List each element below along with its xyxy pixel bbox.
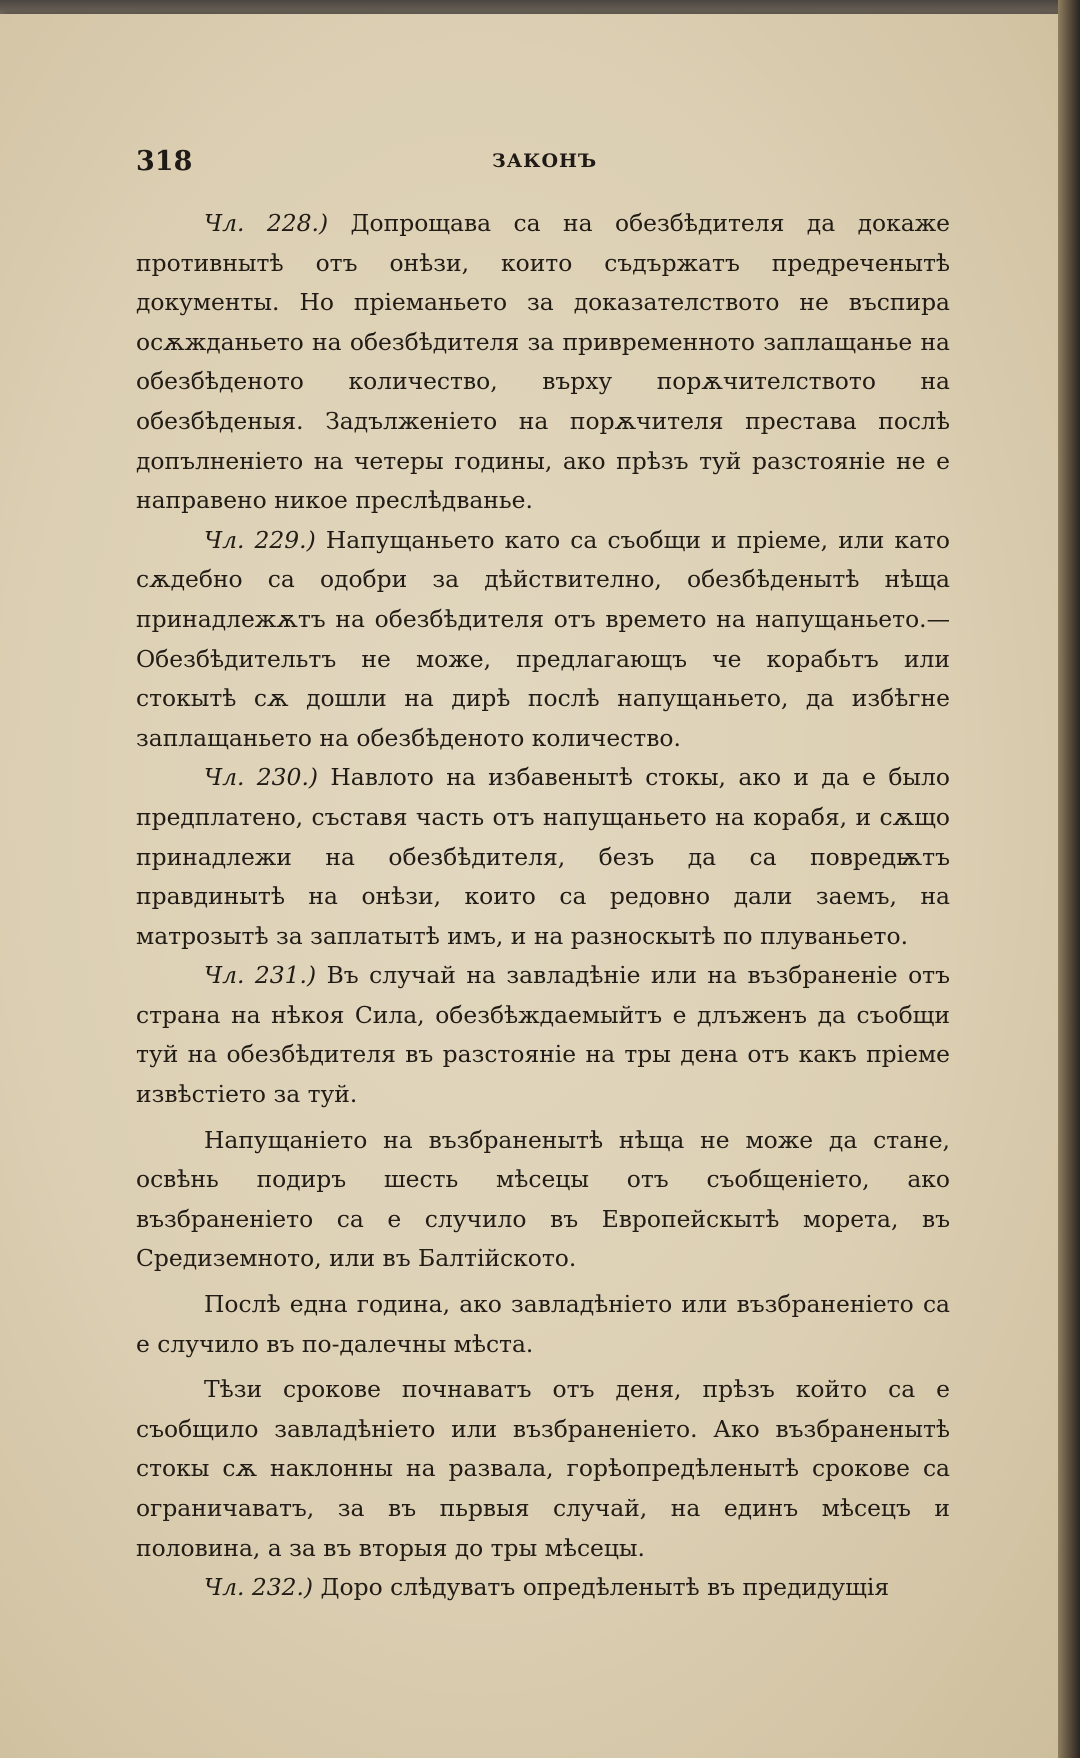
paragraph-text: Напущаньето като са съобщи и прiеме, или като сѫдебно са одобри за дѣйствително, обезбѣденытѣ нѣща принадлежѫтъ на обезбѣдителя отъ времето на напущаньето.— Обезбѣдительтъ не може, предлагающъ че корабьтъ или стокытѣ сѫ дошли на дирѣ послѣ напущаньето, да избѣгне заплащаньето на обезбѣденото количество. bbox=[136, 525, 950, 752]
article-label: Чл. 231.) bbox=[204, 961, 317, 990]
paragraph-art-231 bbox=[136, 956, 950, 1114]
paragraph-text: Допрощава са на обезбѣдителя да докаже противнытѣ отъ онѣзи, които съдържатъ предреченытѣ документы. Но прiеманьето за доказателството не въспира осѫжданьето на обезбѣдителя за привременното заплащанье на обезбѣденото количество, върху порѫчителството на обезбѣденыя. Задълженiето на порѫчителя престава послѣ допълненiето на четеры годины, ако прѣзъ туй разстоянiе не е направено никое преслѣдванье. bbox=[136, 209, 951, 515]
article-label: Чл. 229.) bbox=[204, 525, 316, 554]
paragraph-art-229 bbox=[136, 521, 950, 759]
article-label: Чл. 228.) bbox=[204, 209, 329, 237]
paragraph-text: Навлото на избавенытѣ стокы, ако и да е было предплатено, съставя часть отъ напущаньето на корабя, и сѫщо принадлежи на обезбѣдителя, безъ да са повредѭтъ правдинытѣ на онѣзи, които са редовно дали заемъ, на матрозытѣ за заплатытѣ имъ, и на разноскытѣ по плуваньето. bbox=[136, 763, 950, 950]
paragraph-text: Въ случай на завладѣнiе или на възбраненiе отъ страна на нѣкоя Сила, обезбѣждаемыйтъ е длъженъ да съобщи туй на обезбѣдителя въ разстоянiе на тры дена отъ какъ прiеме извѣстiето за туй. bbox=[136, 961, 950, 1109]
body-text bbox=[136, 204, 950, 1608]
page-number: 318 bbox=[136, 146, 193, 177]
paragraph-text: Доро слѣдуватъ опредѣленытѣ въ предидущiя bbox=[320, 1573, 890, 1602]
paragraph-text: Послѣ една година, ако завладѣнiето или възбраненiето са е случило въ по-далечны мѣста. bbox=[136, 1290, 950, 1358]
paragraph-abandonment-terms bbox=[136, 1121, 950, 1279]
paragraph-art-232 bbox=[136, 1568, 950, 1608]
article-label: Чл. 230.) bbox=[204, 763, 318, 792]
article-label: Чл. 232.) bbox=[204, 1573, 314, 1602]
page-header bbox=[0, 146, 1062, 186]
paragraph-text: Напущанiето на възбраненытѣ нѣща не може да стане, освѣнь подиръ шесть мѣсецы отъ съобщенiето, ако възбраненiето са е случило въ Европейскытѣ морета, въ Средиземното, или въ Балтiйското. bbox=[136, 1125, 950, 1273]
paragraph-text: Тѣзи срокове почнаватъ отъ деня, прѣзъ който са е съобщило завладѣнiето или възбраненiето. Ако възбраненытѣ стокы сѫ наклонны на развала, горѣопредѣленытѣ срокове са ограничаватъ, за въ пьрвыя случай, на единъ мѣсецъ и половина, а за въ вторыя до тры мѣсецы. bbox=[136, 1375, 950, 1562]
page-sheet bbox=[0, 14, 1062, 1758]
paragraph-terms-start bbox=[136, 1370, 950, 1568]
paragraph-distant-places bbox=[136, 1285, 950, 1364]
running-head: ЗАКОНЪ bbox=[492, 150, 598, 172]
paragraph-art-230 bbox=[136, 758, 950, 956]
book-edge bbox=[1058, 0, 1080, 1758]
paragraph-art-228 bbox=[136, 204, 950, 521]
